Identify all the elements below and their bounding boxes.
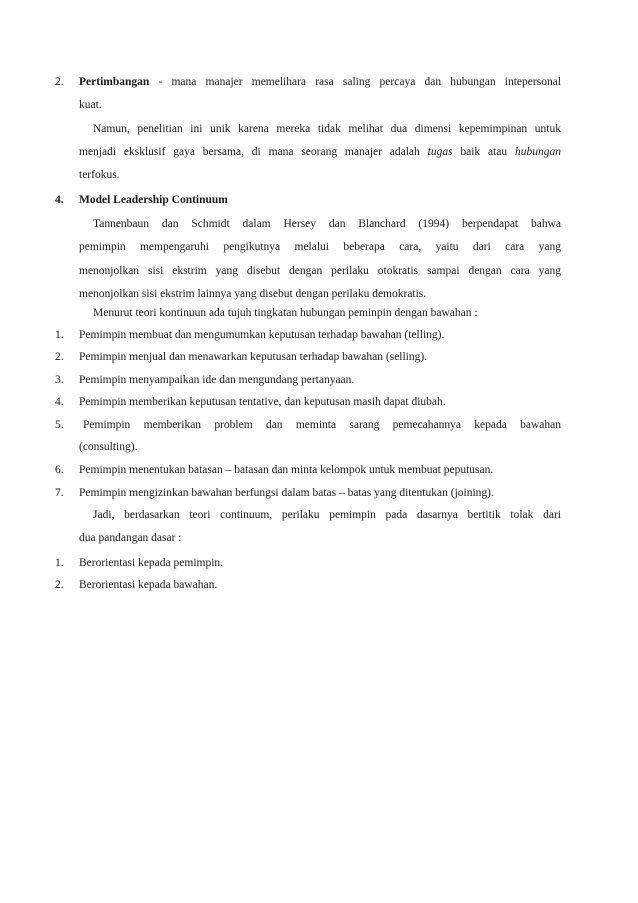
list-item-7-number: 7. <box>55 487 64 499</box>
list-item-2-number: 2. <box>55 351 64 363</box>
list2-item-2-number: 2. <box>55 579 64 591</box>
item-2-heading: Pertimbangan <box>79 76 150 88</box>
section-4-heading: Model Leadership Continuum <box>79 194 228 206</box>
list-item-2: Pemimpin menjual dan menawarkan keputusan terhadap bawahan (selling). <box>79 351 428 363</box>
term-tugas: tugas <box>427 146 453 158</box>
item-2-number: 2. <box>55 76 64 88</box>
para3-line1: Jadi, berdasarkan teori continuum, perilaku pemimpin pada dasarnya bertitik tolak dari <box>93 509 561 521</box>
item-2-line2: kuat. <box>79 99 102 111</box>
list-item-3: Pemimpin menyampaikan ide dan mengundang pertanyaan. <box>79 374 355 386</box>
item-2-line1 <box>79 75 561 89</box>
list-item-5-number: 5. <box>55 419 64 431</box>
term-hubungan: hubungan <box>515 146 561 158</box>
list-item-6-number: 6. <box>55 464 64 476</box>
list2-item-1: Berorientasi kepada pemimpin. <box>79 557 224 569</box>
item-2-text: - mana manajer memelihara rasa saling percaya dan hubungan intepersonal <box>149 76 561 88</box>
list-item-4-number: 4. <box>55 396 64 408</box>
list-item-1-number: 1. <box>55 329 64 341</box>
list-item-4: Pemimpin memberikan keputusan tentative, dan keputusan masih dapat diubah. <box>79 396 446 408</box>
para1-line4: menonjolkan sisi ekstrim lainnya yang disebut dengan perilaku demokratis. <box>79 288 427 300</box>
namun-line2 <box>79 145 561 159</box>
list-item-5-cont: (consulting). <box>79 441 138 453</box>
list-item-5: Pemimpin memberikan problem dan meminta sarang pemecahannya kepada bawahan <box>83 419 561 431</box>
para1-line1: Tannenbaun dan Schmidt dalam Hersey dan Blanchard (1994) berpendapat bahwa <box>93 218 561 230</box>
para1-line3: menonjolkan sisi ekstrim yang disebut dengan perilaku otokratis sampai dengan cara yang <box>79 265 561 277</box>
para3-line2: dua pandangan dasar : <box>79 532 182 544</box>
namun-line3: terfokus. <box>79 169 120 181</box>
list-item-3-number: 3. <box>55 374 64 386</box>
para2: Menurut teori kontinuun ada tujuh tingkatan hubungan peminpin dengan bawahan : <box>93 307 478 319</box>
namun-line2-a: menjadi eksklusif gaya bersama, di mana seorang manajer adalah <box>79 146 428 158</box>
list2-item-1-number: 1. <box>55 557 64 569</box>
section-4-number: 4. <box>55 194 64 206</box>
para1-line2: pemimpin mempengaruhi pengikutnya melalui beberapa cara, yaitu dari cara yang <box>79 241 561 253</box>
list-item-1: Pemimpin membuat dan mengumumkan keputusan terhadap bawahan (telling). <box>79 329 445 341</box>
list-item-6: Pemimpin menentukan batasan – batasan dan minta kelompok untuk membuat peputusan. <box>79 464 494 476</box>
list2-item-2: Berorientasi kepada bawahan. <box>79 579 218 591</box>
list-item-7: Pemimpin mengizinkan bawahan berfungsi dalam batas – batas yang ditentukan (joining). <box>79 487 494 499</box>
namun-line2-b: baik atau <box>452 146 515 158</box>
namun-line1: Namun, penelitian ini unik karena mereka tidak melihat dua dimensi kepemimpinan untuk <box>93 123 561 135</box>
